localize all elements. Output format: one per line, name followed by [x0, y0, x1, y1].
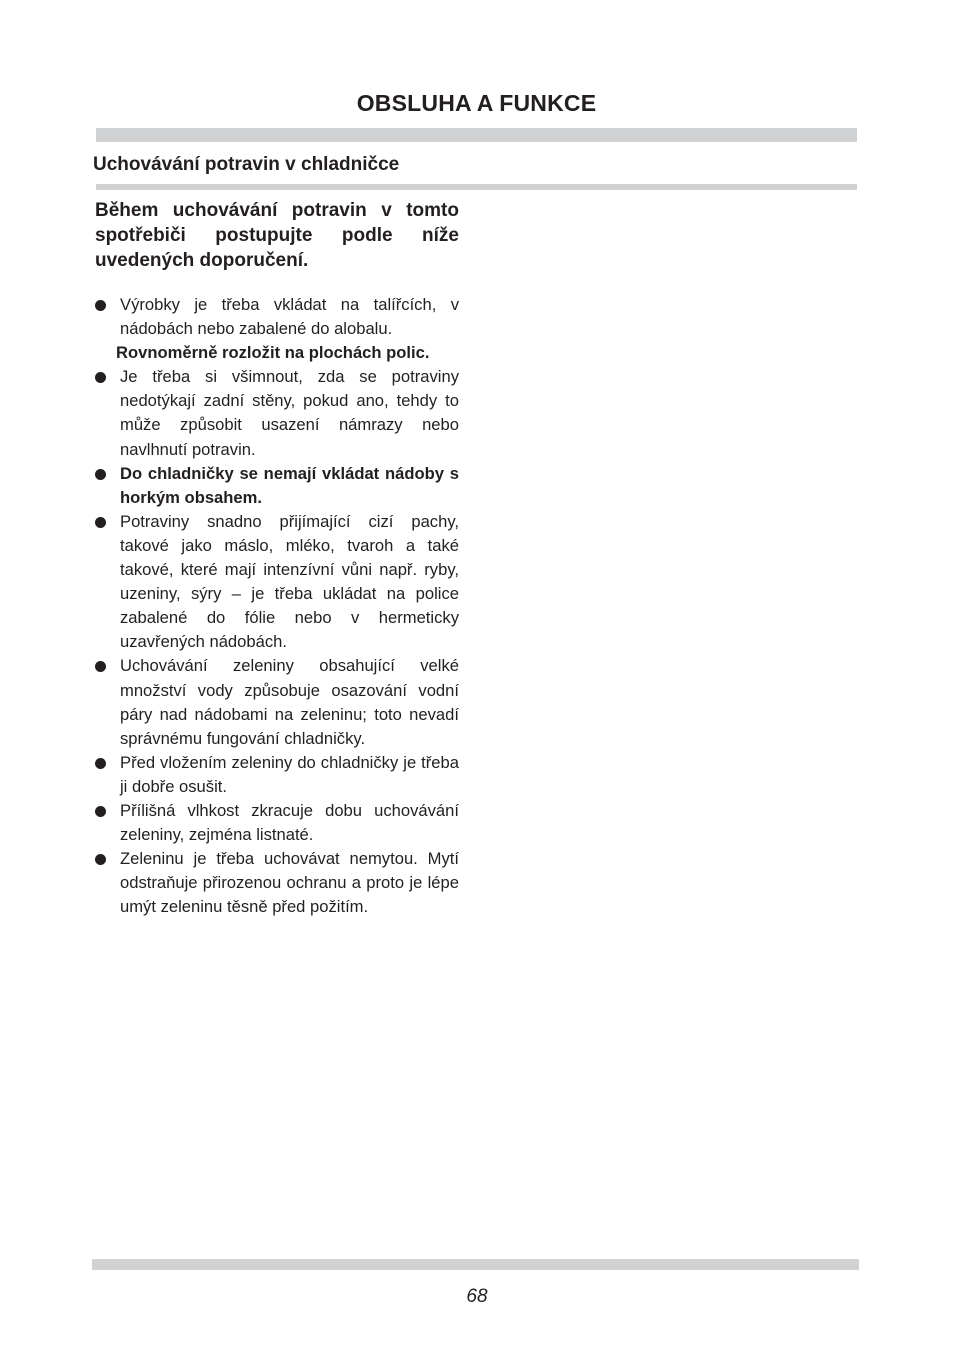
list-item — [95, 751, 459, 799]
list-item-text: Před vložením zeleniny do chladničky je třeba ji dobře osušit. — [120, 752, 459, 796]
bullet-icon — [95, 806, 106, 817]
list-item-text: Do chladničky se nemají vkládat nádoby s horkým obsahem. — [120, 463, 459, 507]
page-title: OBSLUHA A FUNKCE — [356, 90, 597, 116]
list-item-text: Uchovávání zeleniny obsahující velké množství vody způsobuje osazování vodní páry nad nádobami na zeleninu; toto nevadí správnému fungování chladničky. — [120, 656, 459, 748]
header-divider — [96, 128, 857, 142]
page-number: 68 — [466, 1286, 488, 1307]
list-item — [95, 799, 459, 847]
list-item-note: Rovnoměrně rozložit na plochách polic. — [116, 343, 430, 363]
section-divider — [96, 184, 857, 190]
intro-paragraph: Během uchovávání potravin v tomto spotřebiči postupujte podle níže uvedených doporučení. — [95, 200, 459, 271]
list-item — [95, 847, 459, 919]
list-item — [95, 654, 459, 750]
bullet-icon — [95, 661, 106, 672]
list-item — [95, 293, 459, 365]
footer-divider — [92, 1259, 859, 1270]
section-title: Uchovávání potravin v chladničce — [93, 154, 400, 175]
list-item-text: Výrobky je třeba vkládat na talířcích, v nádobách nebo zabalené do alobalu. — [120, 295, 459, 339]
bullet-icon — [95, 372, 106, 383]
list-item-text: Přílišná vlhkost zkracuje dobu uchovávání zeleniny, zejména listnaté. — [120, 800, 459, 845]
list-item-text: Potraviny snadno přijímající cizí pachy, takové jako máslo, mléko, tvaroh a také takové, které mají intenzívní vůni např. ryby, uzeniny, sýry – je třeba ukládat na police zabalené do fólie nebo v hermeticky uzavřených nádobách. — [120, 511, 459, 652]
bullet-icon — [95, 300, 106, 311]
bullet-icon — [95, 517, 106, 528]
list-item-text: Je třeba si všimnout, zda se potraviny nedotýkají zadní stěny, pokud ano, tehdy to může způsobit usazení námrazy nebo navlhnutí potravin. — [120, 367, 459, 459]
list-item — [95, 510, 459, 655]
recommendation-list — [95, 293, 459, 919]
bullet-icon — [95, 469, 106, 480]
list-item — [95, 462, 459, 510]
bullet-icon — [95, 758, 106, 769]
list-item — [95, 365, 459, 461]
list-item-text: Zeleninu je třeba uchovávat nemytou. Mytí odstraňuje přirozenou ochranu a proto je lépe umýt zeleninu těsně před požitím. — [120, 849, 459, 917]
bullet-icon — [95, 854, 106, 865]
